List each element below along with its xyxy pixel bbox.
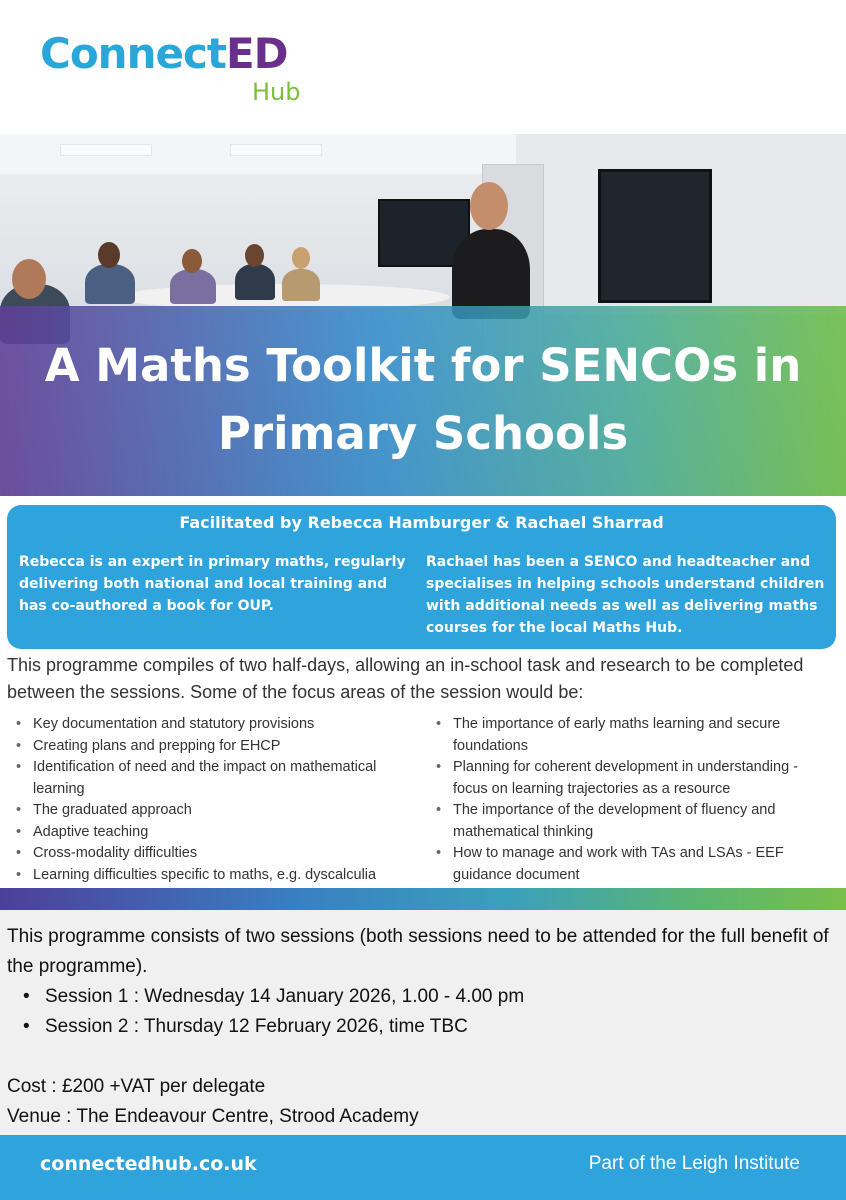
list-item: • Creating plans and prepping for EHCP [8, 736, 413, 758]
list-item: • The importance of early maths learning and secure foundations [428, 714, 833, 757]
list-item: • Key documentation and statutory provisions [8, 714, 413, 736]
list-item: • Identification of need and the impact on mathematical learning [8, 757, 413, 800]
hero-photo-person [282, 269, 320, 301]
footer [0, 1135, 846, 1200]
ceiling-light [230, 144, 322, 156]
programme-details [0, 910, 846, 1135]
hero-banner [0, 134, 846, 496]
hero-photo-head [98, 242, 120, 268]
page-title-line-1: A Maths Toolkit for SENCOs in [44, 339, 802, 392]
connected-hub-logo [40, 30, 340, 110]
hero-photo-head [245, 244, 264, 267]
facilitators-heading: Facilitated by Rebecca Hamburger & Rachael Sharrad [179, 513, 664, 532]
focus-areas-left [8, 714, 413, 886]
logo-ed: ED [225, 29, 288, 78]
ceiling-light [60, 144, 152, 156]
facilitator-bio-rachael: Rachael has been a SENCO and headteacher and specialises in helping schools understand children with additional needs as well as delivering maths courses for the local Maths Hub. [426, 554, 825, 636]
list-item: • How to manage and work with TAs and LSAs - EEF guidance document [428, 843, 833, 886]
focus-areas-right [428, 714, 833, 886]
page-title [0, 332, 846, 468]
list-item: • Learning difficulties specific to maths, e.g. dyscalculia [8, 865, 413, 887]
list-item: • Cross-modality difficulties [8, 843, 413, 865]
session-item: • Session 2 : Thursday 12 February 2026, time TBC [23, 1012, 524, 1042]
venue-text: Venue : The Endeavour Centre, Strood Academy [7, 1106, 419, 1127]
hero-photo-presenter-head [470, 182, 508, 230]
sessions-list [23, 982, 524, 1042]
facilitator-bio-rebecca: Rebecca is an expert in primary maths, regularly delivering both national and local training and has co-authored a book for OUP. [19, 554, 406, 614]
hero-photo-person [170, 269, 216, 304]
logo-wordmark [40, 30, 340, 78]
website-link[interactable]: connectedhub.co.uk [40, 1153, 257, 1175]
logo-connect: Connect [40, 29, 226, 78]
list-item: • Planning for coherent development in understanding - focus on learning trajectories as a resource [428, 757, 833, 800]
facilitators-box [7, 505, 836, 649]
hero-photo-screen [598, 169, 712, 303]
sessions-intro: This programme consists of two sessions (both sessions need to be attended for the full benefit of the programme). [7, 926, 829, 977]
page-title-line-2: Primary Schools [217, 407, 629, 460]
list-item: • The graduated approach [8, 800, 413, 822]
hero-photo-person [85, 264, 135, 304]
cost-venue [7, 1072, 419, 1132]
programme-intro: This programme compiles of two half-days, allowing an in-school task and research to be completed between the sessions. Some of the focus areas of the session would be: [7, 655, 804, 702]
hero-photo-head [182, 249, 202, 273]
cost-text: Cost : £200 +VAT per delegate [7, 1076, 266, 1097]
hero-photo-head [12, 259, 46, 299]
hero-photo-person [235, 264, 275, 300]
session-item: • Session 1 : Wednesday 14 January 2026, 1.00 - 4.00 pm [23, 982, 524, 1012]
institute-note: Part of the Leigh Institute [588, 1153, 800, 1174]
list-item: • Adaptive teaching [8, 822, 413, 844]
list-item: • The importance of the development of fluency and mathematical thinking [428, 800, 833, 843]
logo-hub: Hub [252, 78, 301, 106]
hero-photo-head [292, 247, 310, 269]
gradient-divider [0, 888, 846, 910]
